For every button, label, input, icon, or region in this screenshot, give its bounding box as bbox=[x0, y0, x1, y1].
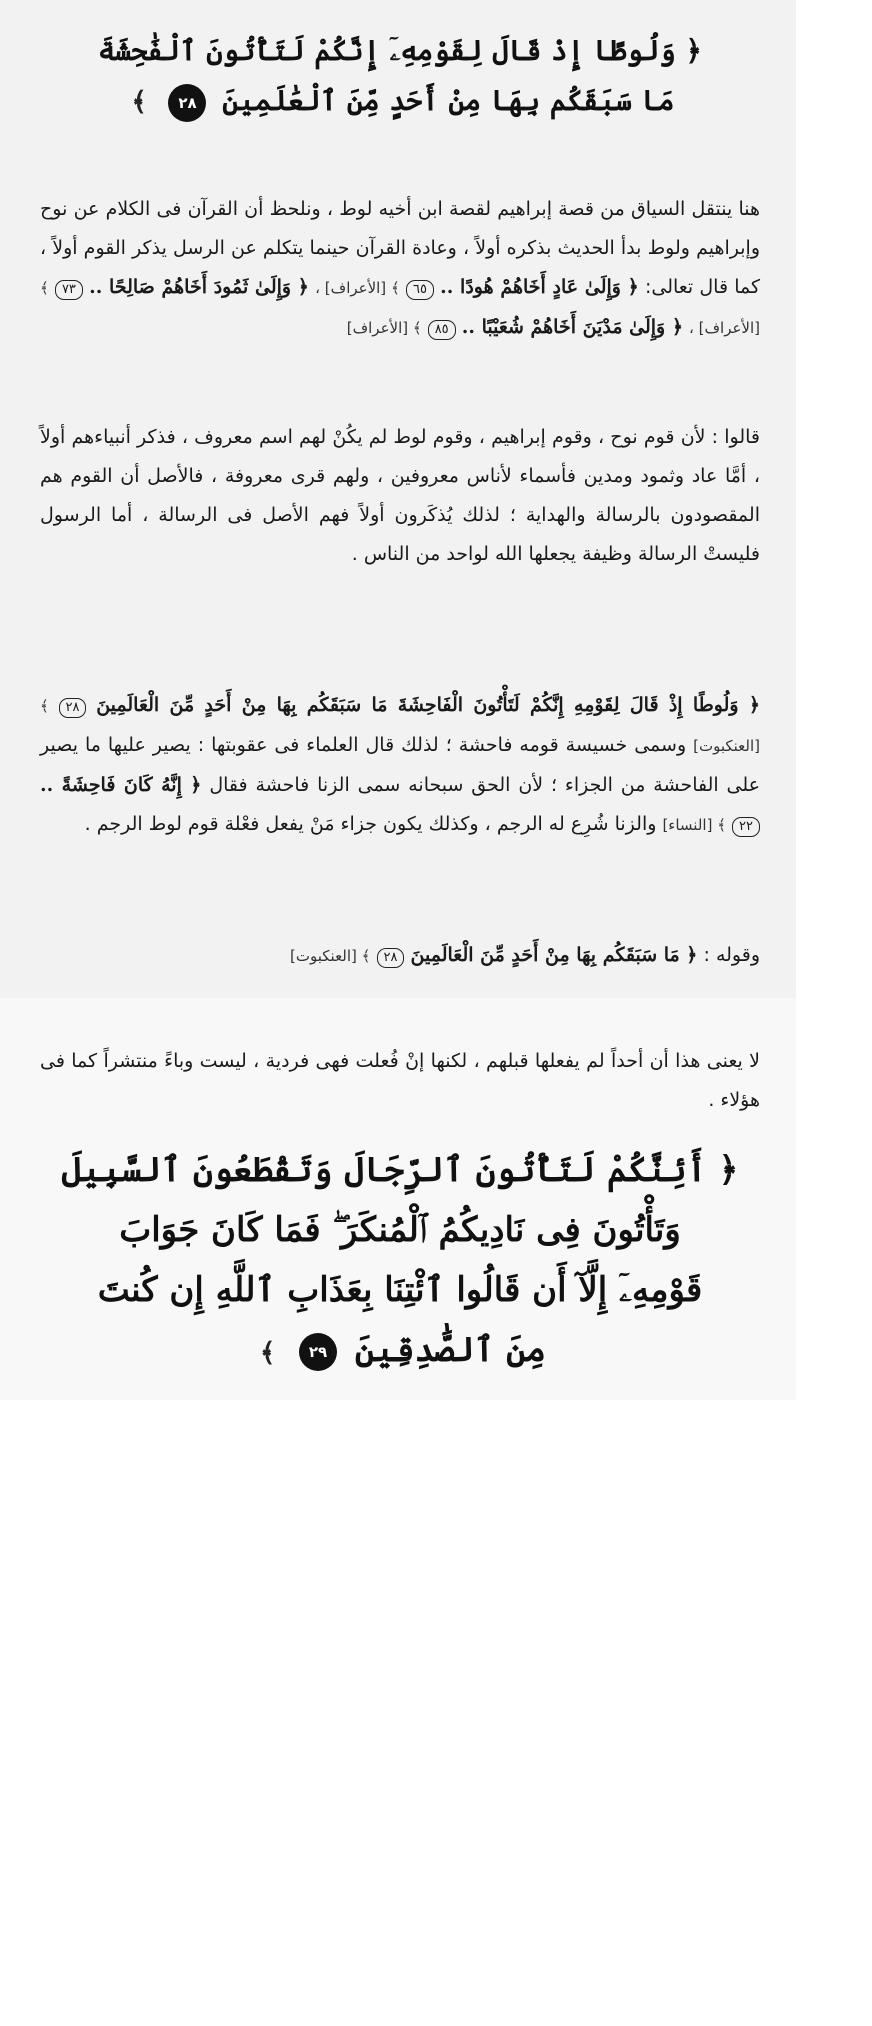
surah-ref-1: ﴾ [الأعراف] ، bbox=[315, 279, 400, 297]
verse-top-line-1: ﴿ وَلُوطًا إِذْ قَالَ لِقَوْمِهِۦٓ إِنَّكُمْ لَتَأْتُونَ ٱلْفَٰحِشَةَ bbox=[98, 34, 702, 67]
quran-quote-3: ﴿ وَإِلَىٰ مَدْيَنَ أَخَاهُمْ شُعَيْبًا .. bbox=[461, 316, 683, 338]
paragraph-3-text-1: وسمى خسيسة قومه فاحشة ؛ لذلك قال العلماء فى عقوبتها : يصير عليها ما يصير على الفاحشة من الجزاء ؛ لأن الحق سبحانه سمى الزنا فاحشة فقال bbox=[40, 734, 760, 796]
surah-ref-5: ﴾ [النساء] bbox=[662, 816, 726, 834]
paragraph-4-text: وقوله : bbox=[703, 944, 760, 966]
quran-quote-6: ﴿ مَا سَبَقَكُم بِهَا مِنْ أَحَدٍ مِّنَ الْعَالَمِينَ bbox=[410, 944, 698, 966]
paragraph-4 bbox=[40, 936, 760, 976]
paragraph-5-text: لا يعنى هذا أن أحداً لم يفعلها قبلهم ، لكنها إنْ فُعلت فهى فردية ، ليست وباءً منتشراً كما فى هؤلاء . bbox=[40, 1050, 760, 1111]
ayah-number-2: ٧٣ bbox=[55, 280, 83, 300]
paragraph-3 bbox=[40, 686, 760, 845]
verse-bottom-line-4 bbox=[40, 1320, 760, 1383]
surah-ref-6: ﴾ [العنكبوت] bbox=[290, 947, 371, 965]
ayah-number-5: ٢٢ bbox=[732, 817, 760, 837]
ayah-number-3: ٨٥ bbox=[428, 320, 456, 340]
verse-top bbox=[40, 26, 760, 127]
verse-bottom-line-1: ﴿ أَئِنَّكُمْ لَتَأْتُونَ ٱلرِّجَالَ وَتَقْطَعُونَ ٱلسَّبِيلَ bbox=[61, 1150, 739, 1190]
paragraph-1 bbox=[40, 190, 760, 348]
verse-top-line-2 bbox=[40, 76, 760, 127]
verse-bottom-line-2: وَتَأْتُونَ فِى نَادِيكُمُ ٱلْمُنكَرَ ۖ فَمَا كَانَ جَوَابَ bbox=[119, 1210, 681, 1250]
paragraph-5 bbox=[40, 1042, 760, 1120]
paragraph-2 bbox=[40, 418, 760, 574]
quran-quote-1: ﴿ وَإِلَىٰ عَادٍ أَخَاهُمْ هُودًا .. bbox=[440, 276, 639, 298]
surah-ref-2: ﴾ [الأعراف] ، bbox=[40, 279, 760, 337]
verse-bottom-line-4-text: مِنَ ٱلصَّٰدِقِينَ bbox=[354, 1330, 547, 1370]
paragraph-2-text: قالوا : لأن قوم نوح ، وقوم إبراهيم ، وقوم لوط لم يكُنْ لهم اسم معروف ، فذكر أنبياءهم أولاً ، أمَّا عاد وثمود ومدين فأسماء لأناس معروفين ، ولهم قرى معروفة ، فالأصل أن القوم هم المقصودون بالرسالة والهداية ؛ لذلك يُذكَرون أولاً فهم الأصل فى الرسالة ، أما الرسول فليستْ الرسالة وظيفة يجعلها الله لواحد من الناس . bbox=[40, 426, 760, 565]
verse-top-line-2-text: مَا سَبَقَكُم بِهَا مِنْ أَحَدٍ مِّنَ ٱلْعَٰلَمِينَ bbox=[222, 84, 675, 117]
quran-quote-2: ﴿ وَإِلَىٰ ثَمُودَ أَخَاهُمْ صَالِحًا .. bbox=[89, 276, 309, 298]
ayah-number-badge-2: ٢٩ bbox=[299, 1333, 337, 1371]
ayah-number-badge: ٢٨ bbox=[168, 84, 206, 122]
paragraph-1-text: هنا ينتقل السياق من قصة إبراهيم لقصة ابن أخيه لوط ، ونلحظ أن القرآن فى الكلام عن نوح وإبراهيم ولوط بدأ الحديث بذكره أولاً ، وعادة القرآن حينما يتكلم عن الرسل يذكر القوم أولاً ، كما قال تعالى: bbox=[40, 198, 761, 298]
quran-quote-5: ﴿ إِنَّهُ كَانَ فَاحِشَةً .. bbox=[40, 774, 202, 796]
verse-bottom bbox=[40, 1140, 760, 1383]
ayah-number-1: ٦٥ bbox=[406, 280, 434, 300]
paragraph-3-text-2: والزنا شُرِع له الرجم ، وكذلك يكون جزاء مَنْ يفعل فعْلة قوم لوط الرجم . bbox=[84, 813, 657, 835]
quran-quote-4: ﴿ وَلُوطًا إِذْ قَالَ لِقَوْمِهِ إِنَّكُمْ لَتَأْتُونَ الْفَاحِشَةَ مَا سَبَقَكُم بِهَا مِنْ أَحَدٍ مِّنَ الْعَالَمِينَ bbox=[96, 694, 760, 716]
verse-close-mark-2: ﴾ bbox=[259, 1338, 276, 1368]
ayah-number-6: ٢٨ bbox=[377, 948, 405, 968]
surah-ref-3: ﴾ [الأعراف] bbox=[346, 319, 422, 337]
ayah-number-4: ٢٨ bbox=[59, 698, 87, 718]
surah-ref-4: ﴾ [العنكبوت] bbox=[40, 697, 760, 755]
verse-bottom-line-3: قَوْمِهِۦٓ إِلَّآ أَن قَالُوا ٱئْتِنَا بِعَذَابِ ٱللَّهِ إِن كُنتَ bbox=[97, 1270, 703, 1310]
verse-close-mark: ﴾ bbox=[131, 87, 147, 117]
